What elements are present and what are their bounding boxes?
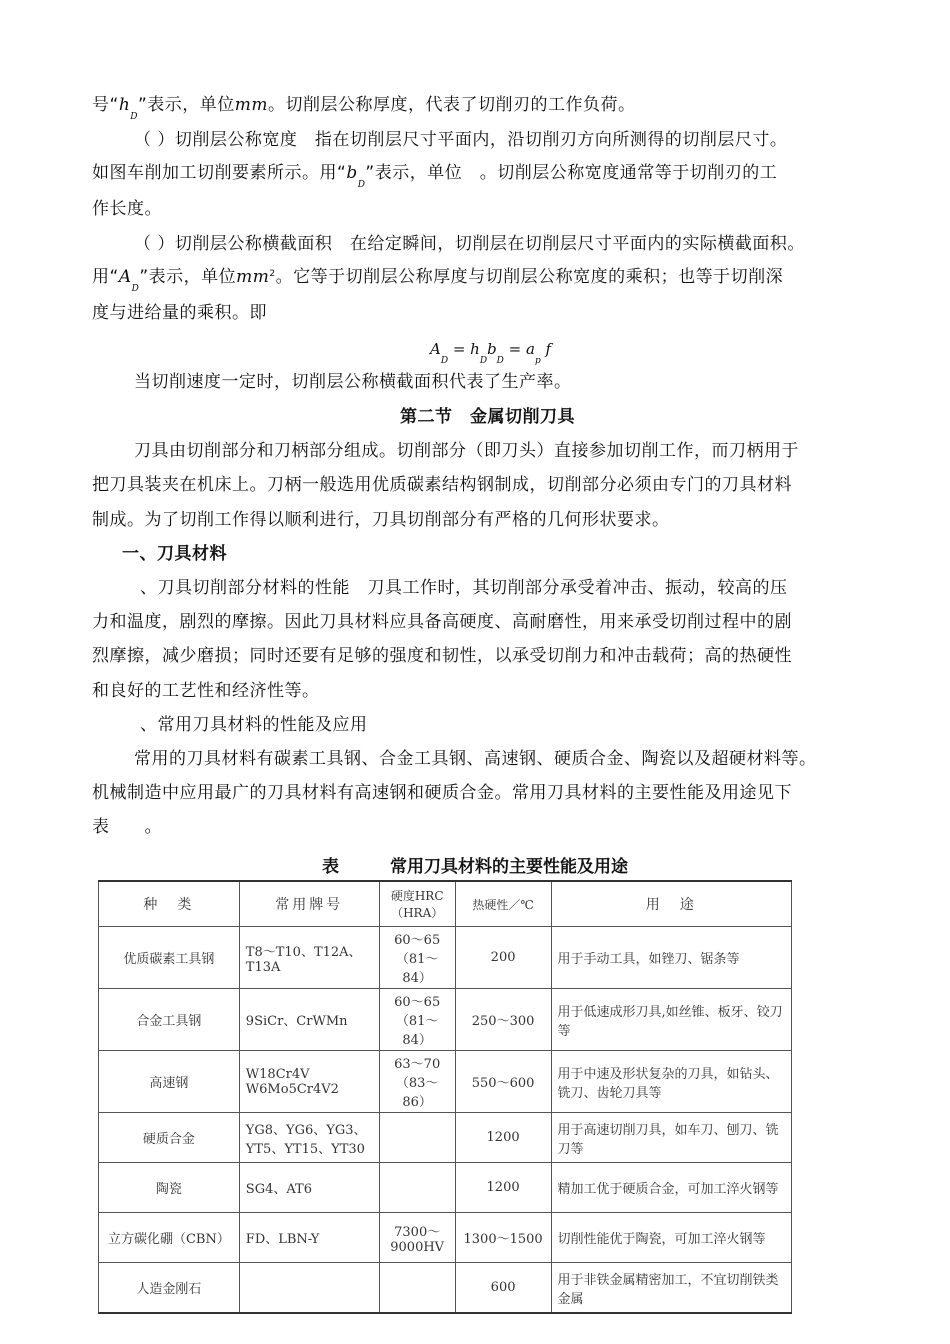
cell-usage: 用于非铁金属精密加工，不宜切削铁类金属 <box>551 1263 791 1314</box>
paragraph-line: 烈摩擦，减少磨损；同时还要有足够的强度和韧性，以承受切削力和冲击载荷；高的热硬性 <box>92 646 792 666</box>
table-header-row <box>99 881 792 927</box>
paragraph-line: （ ）切削层公称宽度 指在切削层尺寸平面内，沿切削刃方向所测得的切削层尺寸。 <box>134 130 788 150</box>
formula-symbol: f <box>540 340 552 358</box>
formula-symbol: h <box>470 340 480 358</box>
cell-usage: 精加工优于硬质合金，可加工淬火钢等 <box>551 1163 791 1213</box>
formula-symbol: b <box>487 340 497 358</box>
symbol-h: h <box>118 95 131 115</box>
section-title: 第二节 金属切削刀具 <box>400 407 575 427</box>
subscript: D <box>479 356 488 366</box>
table-row <box>99 1113 792 1163</box>
table-caption: 表 常用刀具材料的主要性能及用途 <box>322 857 628 877</box>
paragraph-line: 刀具由切削部分和刀柄部分组成。切削部分（即刀头）直接参加切削工作，而刀柄用于 <box>134 441 799 461</box>
text: ”表示，单位 <box>137 95 235 115</box>
paragraph-line: 制成。为了切削工作得以顺利进行，刀具切削部分有严格的几何形状要求。 <box>92 510 670 530</box>
table-row <box>99 1051 792 1113</box>
subscript: D <box>357 180 366 190</box>
text: 用“ <box>92 267 119 287</box>
paragraph-line: 机械制造中应用最广的刀具材料有高速钢和硬质合金。常用刀具材料的主要性能及用途见下 <box>92 783 792 803</box>
paragraph-line <box>92 266 784 294</box>
cell-type: 立方碳化硼（CBN） <box>99 1213 240 1263</box>
cell-usage: 切削性能优于陶瓷，可加工淬火钢等 <box>551 1213 791 1263</box>
cell-red-hardness: 1300～1500 <box>455 1213 551 1263</box>
formula <box>430 340 552 366</box>
cell-hardness <box>379 1163 455 1213</box>
header-grade: 常用牌号 <box>239 881 379 927</box>
cell-grade: SG4、AT6 <box>239 1163 379 1213</box>
unit-mm: mm <box>234 95 269 115</box>
cell-grade: YG8、YG6、YG3、YT5、YT15、YT30 <box>239 1113 379 1163</box>
table-row <box>99 1163 792 1213</box>
table-row <box>99 1263 792 1314</box>
cell-usage: 用于中速及形状复杂的刀具，如钻头、铣刀、齿轮刀具等 <box>551 1051 791 1113</box>
cell-type: 优质碳素工具钢 <box>99 927 240 989</box>
header-usage: 用 途 <box>551 881 791 927</box>
subscript: D <box>130 112 138 122</box>
subscript: D <box>496 356 504 366</box>
paragraph-line: 度与进给量的乘积。即 <box>92 303 267 323</box>
cell-red-hardness: 600 <box>455 1263 551 1314</box>
text: 。切削层公称厚度，代表了切削刃的工作负荷。 <box>268 95 636 115</box>
cell-red-hardness: 200 <box>455 927 551 989</box>
cell-usage: 用于高速切削刀具，如车刀、刨刀、铣刀等 <box>551 1113 791 1163</box>
paragraph-line: 表 。 <box>92 817 162 837</box>
paragraph-line <box>92 94 636 122</box>
cell-red-hardness: 250～300 <box>455 989 551 1051</box>
paragraph-line: 、常用刀具材料的性能及应用 <box>140 715 368 735</box>
formula-symbol: a <box>526 340 535 358</box>
cell-red-hardness: 1200 <box>455 1163 551 1213</box>
cell-hardness <box>379 1263 455 1314</box>
cell-grade: FD、LBN-Y <box>239 1213 379 1263</box>
paragraph-line: 作长度。 <box>92 199 162 219</box>
unit-mm2: mm <box>236 267 270 287</box>
symbol-b: b <box>346 163 358 183</box>
paragraph-line: 当切削速度一定时，切削层公称横截面积代表了生产率。 <box>134 372 572 392</box>
cell-hardness <box>379 1113 455 1163</box>
cell-hardness: 7300～9000HV <box>379 1213 455 1263</box>
text: 号“ <box>92 95 119 115</box>
cell-type: 人造金刚石 <box>99 1263 240 1314</box>
table-row <box>99 1213 792 1263</box>
cell-red-hardness: 550～600 <box>455 1051 551 1113</box>
paragraph-line: 、刀具切削部分材料的性能 刀具工作时，其切削部分承受着冲击、振动，较高的压 <box>140 578 788 598</box>
text: ”表示，单位 。切削层公称宽度通常等于切削刃的工 <box>365 163 778 183</box>
equals-sign: = <box>503 340 526 358</box>
cell-type: 陶瓷 <box>99 1163 240 1213</box>
text: 。它等于切削层公称厚度与切削层公称宽度的乘积；也等于切削深 <box>275 267 784 287</box>
subscript: p <box>534 356 541 366</box>
heading: 一、刀具材料 <box>122 544 227 564</box>
table-row <box>99 989 792 1051</box>
header-type: 种 类 <box>99 881 240 927</box>
cell-usage: 用于手动工具，如锉刀、锯条等 <box>551 927 791 989</box>
cell-type: 合金工具钢 <box>99 989 240 1051</box>
cell-usage: 用于低速成形刀具,如丝锥、板牙、铰刀等 <box>551 989 791 1051</box>
symbol-A: A <box>118 267 132 287</box>
paragraph-line: 常用的刀具材料有碳素工具钢、合金工具钢、高速钢、硬质合金、陶瓷以及超硬材料等。 <box>134 749 817 769</box>
header-hardness: 硬度HRC（HRA） <box>379 881 455 927</box>
formula-symbol: A <box>430 340 441 358</box>
paragraph-line <box>92 162 778 190</box>
subscript: D <box>440 356 449 366</box>
cell-type: 高速钢 <box>99 1051 240 1113</box>
table-row <box>99 927 792 989</box>
paragraph-line: （ ）切削层公称横截面积 在给定瞬间，切削层在切削层尺寸平面内的实际横截面积。 <box>134 234 805 254</box>
cell-grade <box>239 1263 379 1314</box>
cell-grade: W18Cr4V W6Mo5Cr4V2 <box>239 1051 379 1113</box>
cell-type: 硬质合金 <box>99 1113 240 1163</box>
paragraph-line: 力和温度，剧烈的摩擦。因此刀具材料应具备高硬度、高耐磨性，用来承受切削过程中的剧 <box>92 612 792 632</box>
paragraph-line: 把刀具装夹在机床上。刀柄一般选用优质碳素结构钢制成，切削部分必须由专门的刀具材料 <box>92 475 792 495</box>
paragraph-line: 和良好的工艺性和经济性等。 <box>92 681 320 701</box>
text: ”表示，单位 <box>139 267 237 287</box>
materials-table <box>98 880 792 1314</box>
cell-hardness: 63～70（83～86） <box>379 1051 455 1113</box>
header-red-hardness: 热硬性／℃ <box>455 881 551 927</box>
cell-red-hardness: 1200 <box>455 1113 551 1163</box>
cell-hardness: 60～65（81～84） <box>379 927 455 989</box>
cell-grade: T8～T10、T12A、T13A <box>239 927 379 989</box>
superscript: 2 <box>269 269 276 279</box>
text: 如图车削加工切削要素所示。用“ <box>92 163 347 183</box>
cell-hardness: 60～65（81～84） <box>379 989 455 1051</box>
cell-grade: 9SiCr、CrWMn <box>239 989 379 1051</box>
subscript: D <box>131 284 140 294</box>
equals-sign: = <box>448 340 471 358</box>
